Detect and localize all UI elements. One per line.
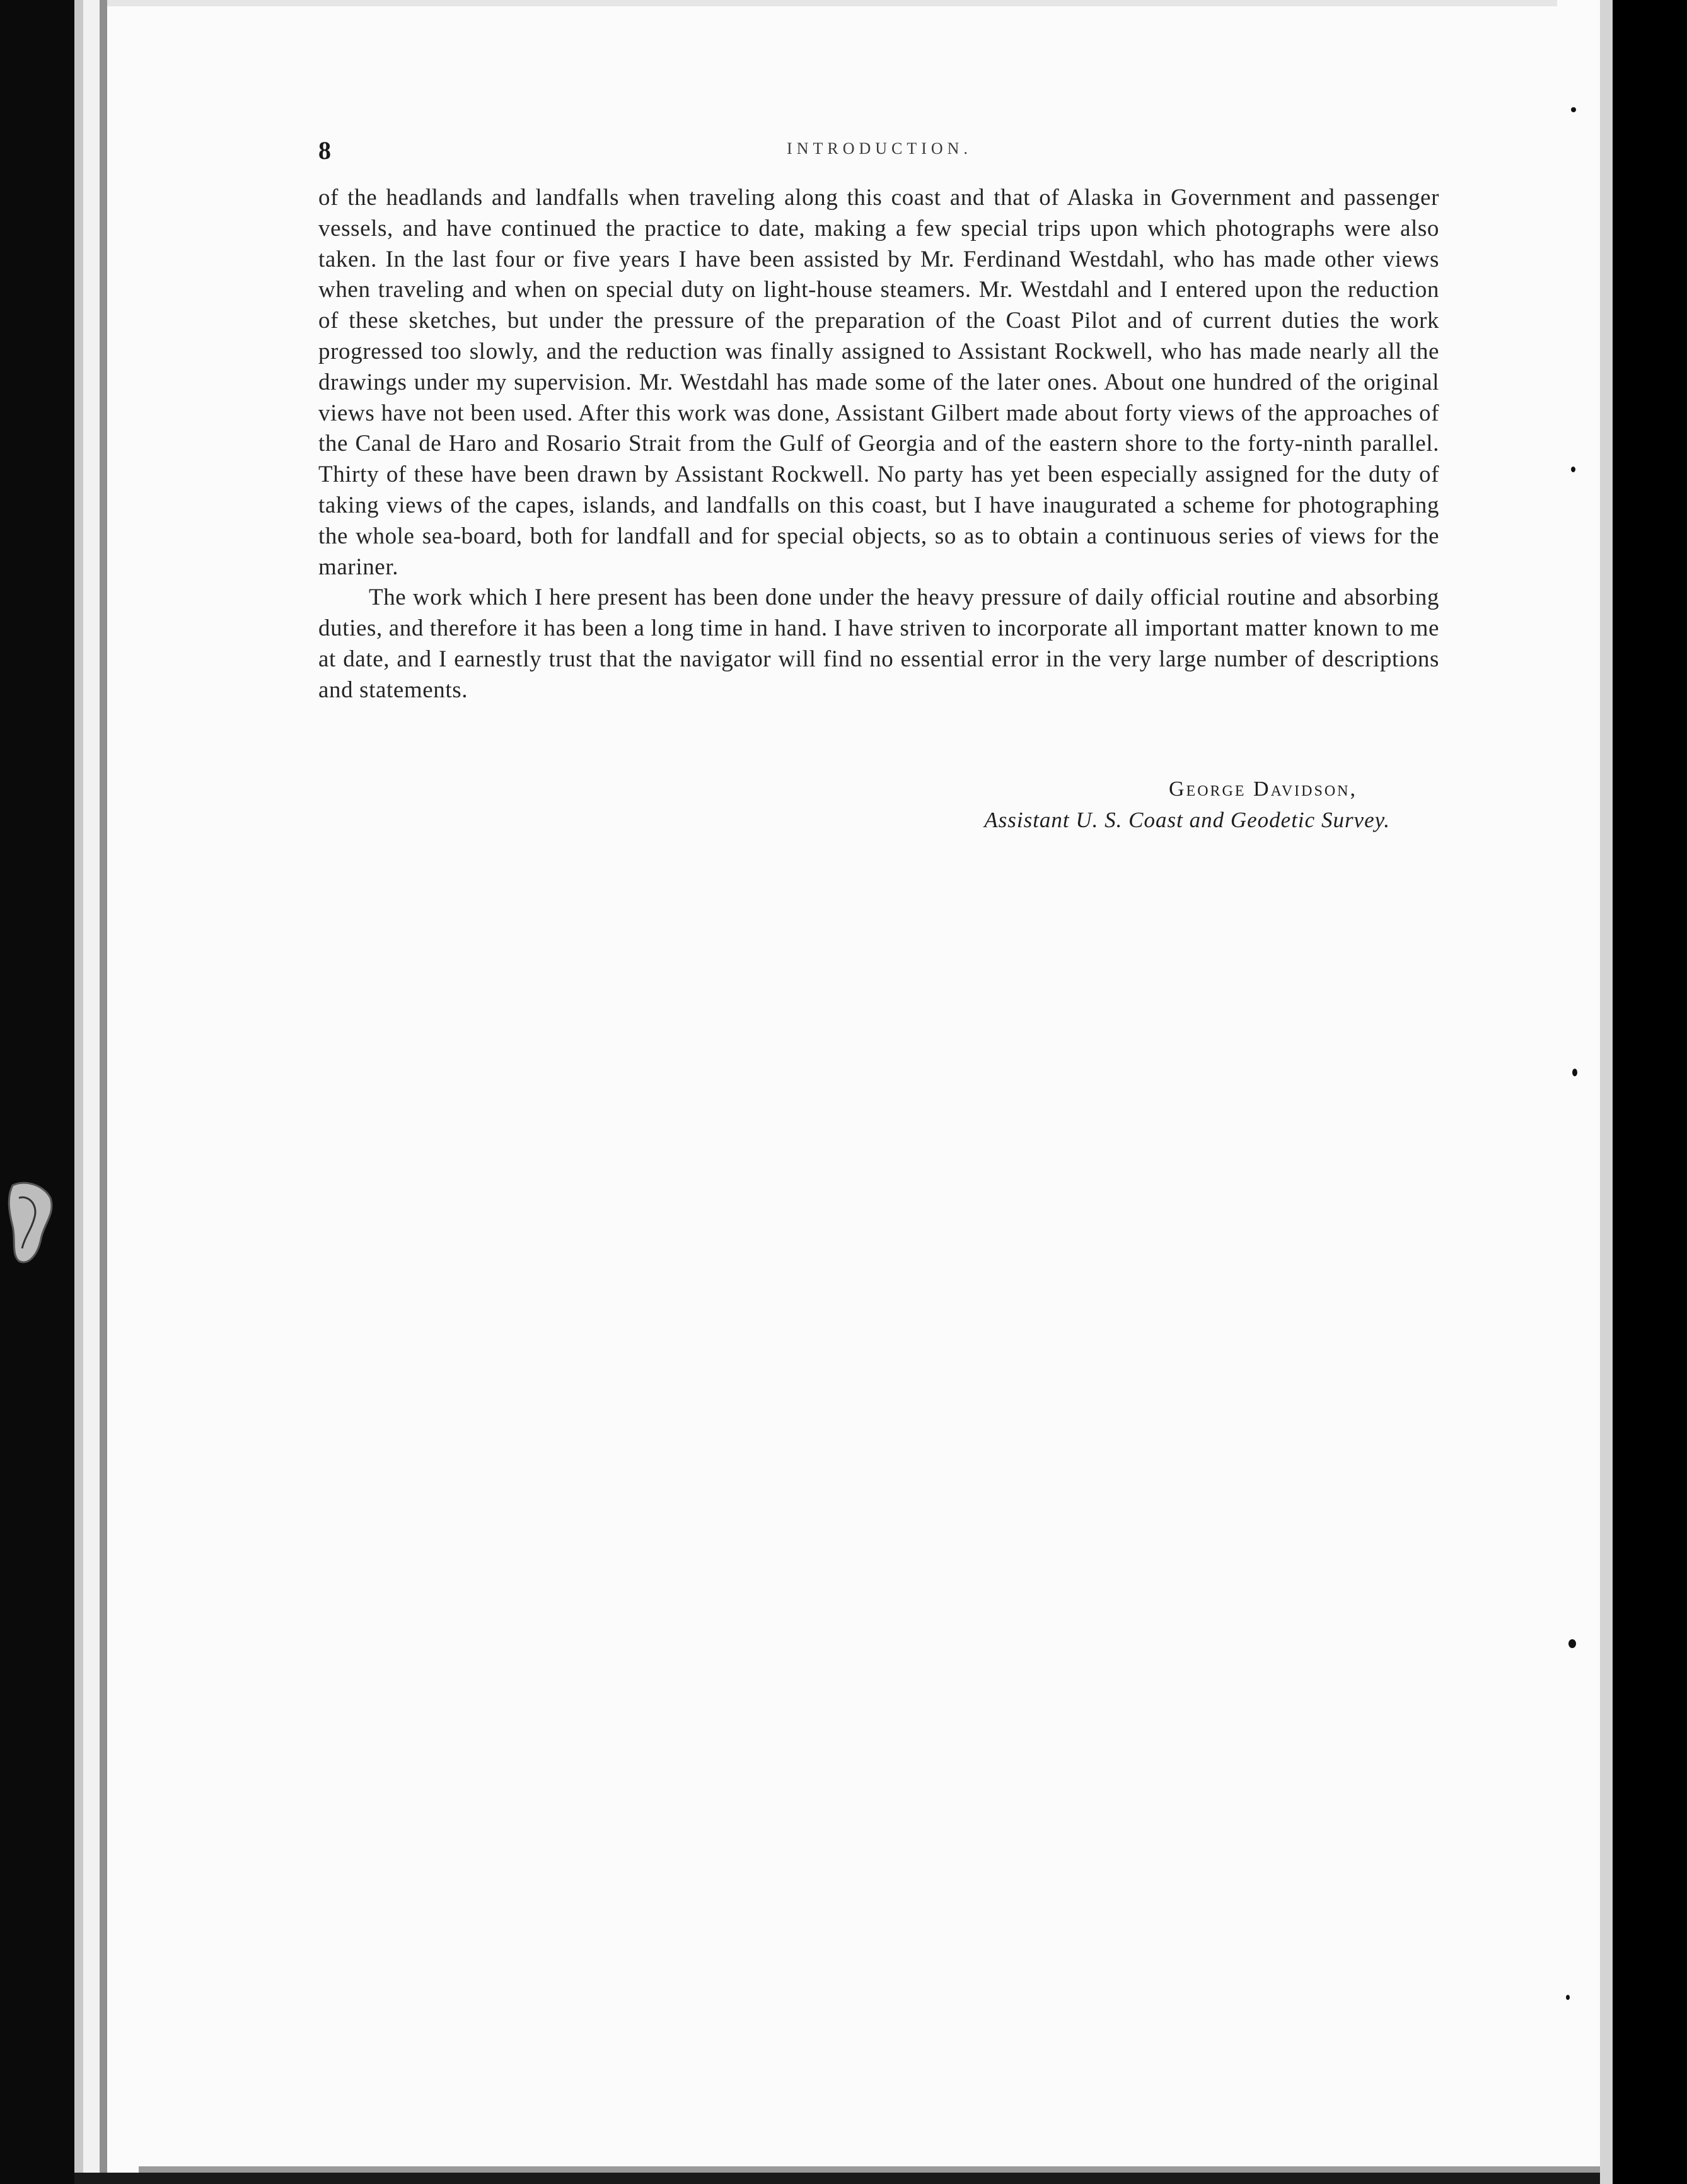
paper-damage-mark [6,1179,55,1267]
speck [1566,1995,1570,2000]
binding-edge-light [83,0,100,2184]
running-head [318,136,1441,165]
paragraph: of the headlands and landfalls when traveling along this coast and that of Alaska in Government and passenger vessels, and have continued the practice to date, making a few special trips upon which photographs were also taken. In the last four or five years I have been assisted by Mr. Ferdinand Westdahl, who has made other views when traveling and when on special duty on light-house steamers. Mr. Westdahl and I entered upon the reduction of these sketches, but under the pressure of the preparation of the Coast Pilot and of current duties the work progressed too slowly, and the reduction was finally assigned to Assistant Rockwell, who has made nearly all the drawings under my supervision. Mr. Westdahl has made some of the later ones. About one hundred of the original views have not been used. After this work was done, Assistant Gilbert made about forty views of the approaches of the Canal de Haro and Rosario Strait from the Gulf of Georgia and of the eastern shore to the forty-ninth parallel. Thirty of these have been drawn by Assistant Rockwell. No party has yet been especially assigned for the duty of taking views of the capes, islands, and landfalls on this coast, but I have inaugurated a scheme for photographing the whole sea-board, both for landfall and for special objects, so as to obtain a continuous series of views for the mariner. [318,185,1439,580]
scan-gutter [0,0,74,2184]
signature-title: Assistant U. S. Coast and Geodetic Survey. [984,808,1390,832]
body-text [318,183,1439,706]
binding-edge [74,0,83,2184]
page-number: 8 [318,136,331,165]
speck [1568,1639,1576,1648]
running-title: INTRODUCTION. [787,139,972,158]
signature-block [318,774,1390,836]
right-edge-light [1600,0,1613,2184]
paragraph: The work which I here present has been done under the heavy pressure of daily official routine and absorbing duties, and therefore it has been a long time in hand. I have striven to incorporate all important matter known to me at date, and I earnestly trust that the navigator will find no essential error in the very large number of descriptions and statements. [318,584,1439,703]
speck [1571,467,1575,472]
speck [1572,1069,1577,1076]
right-edge [1613,0,1687,2184]
top-edge [107,0,1557,6]
speck [1571,107,1576,112]
binding-edge-shadow [100,0,107,2184]
signature-name: George Davidson, [1168,777,1357,801]
bottom-edge [74,2173,1613,2184]
bottom-edge-shadow [139,2166,1614,2173]
